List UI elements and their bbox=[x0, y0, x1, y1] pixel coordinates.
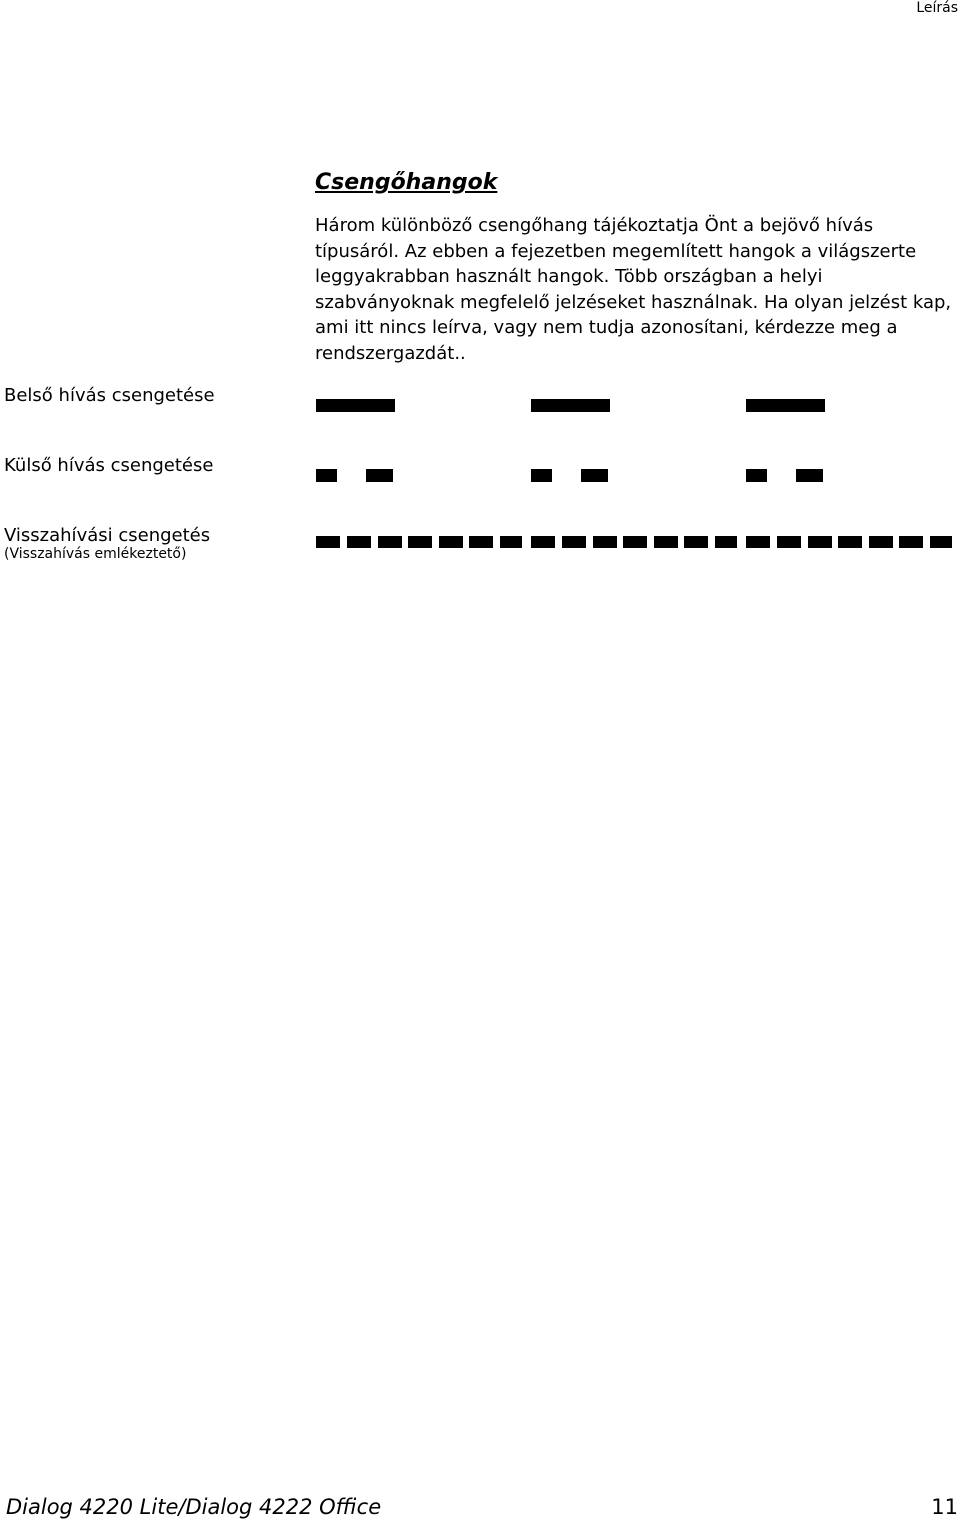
pulse-diagram-internal bbox=[0, 385, 960, 425]
section-header-label: Leírás bbox=[916, 0, 958, 16]
ring-pulse-2-2-1 bbox=[777, 536, 801, 548]
ring-pulse-2-1-1 bbox=[562, 536, 586, 548]
signal-label-external: Külső hívás csengetése bbox=[4, 455, 214, 476]
page-number: 11 bbox=[931, 1495, 958, 1519]
ring-pulse-2-2-2 bbox=[808, 536, 832, 548]
ring-pulse-0-2-0 bbox=[746, 399, 825, 412]
ring-pulse-2-2-6 bbox=[930, 536, 952, 548]
ring-pulse-2-1-5 bbox=[684, 536, 708, 548]
intro-paragraph: Három különböző csengőhang tájékoztatja Önt a bejövő hívás típusáról. Az ebben a fejezetben megemlített hangok a világszerte leggyakrabban használt hangok. Több országban a helyi szabványoknak megfelelő jelzéseket használnak. Ha olyan jelzést kap, ami itt nincs leírva, vagy nem tudja azonosítani, kérdezze meg a rendszergazdát.. bbox=[315, 215, 952, 364]
pulse-diagram-external bbox=[0, 455, 960, 495]
ring-pulse-2-0-3 bbox=[408, 536, 432, 548]
ring-pulse-1-2-1 bbox=[796, 469, 823, 482]
ring-pulse-2-0-0 bbox=[316, 536, 340, 548]
ring-pulse-1-0-1 bbox=[366, 469, 393, 482]
signal-label-callback: Visszahívási csengetés bbox=[4, 525, 211, 546]
ring-pulse-1-1-0 bbox=[531, 469, 552, 482]
ring-pulse-2-0-5 bbox=[469, 536, 493, 548]
footer-product-title: Dialog 4220 Lite/Dialog 4222 Office bbox=[6, 1495, 382, 1519]
ring-pulse-1-2-0 bbox=[746, 469, 767, 482]
ring-pulse-2-1-4 bbox=[654, 536, 678, 548]
ring-pulse-2-1-0 bbox=[531, 536, 555, 548]
ring-pulse-2-0-1 bbox=[347, 536, 371, 548]
ring-pulse-2-1-3 bbox=[623, 536, 647, 548]
ring-pulse-2-0-2 bbox=[378, 536, 402, 548]
signal-sublabel-callback: (Visszahívás emlékeztető) bbox=[4, 546, 187, 562]
signal-label-internal: Belső hívás csengetése bbox=[4, 385, 215, 406]
ring-pulse-2-2-3 bbox=[838, 536, 862, 548]
ring-pulse-2-2-0 bbox=[746, 536, 770, 548]
ring-pulse-2-0-4 bbox=[439, 536, 463, 548]
ring-pulse-2-1-6 bbox=[715, 536, 737, 548]
ring-pulse-0-0-0 bbox=[316, 399, 395, 412]
pulse-diagram-callback bbox=[0, 525, 960, 565]
ring-pulse-2-1-2 bbox=[593, 536, 617, 548]
ring-pulse-0-1-0 bbox=[531, 399, 610, 412]
ring-pulse-1-0-0 bbox=[316, 469, 337, 482]
ring-pulse-2-2-5 bbox=[899, 536, 923, 548]
ring-pulse-2-2-4 bbox=[869, 536, 893, 548]
ring-pulse-2-0-6 bbox=[500, 536, 522, 548]
section-title: Csengőhangok bbox=[315, 170, 498, 195]
ring-pulse-1-1-1 bbox=[581, 469, 608, 482]
